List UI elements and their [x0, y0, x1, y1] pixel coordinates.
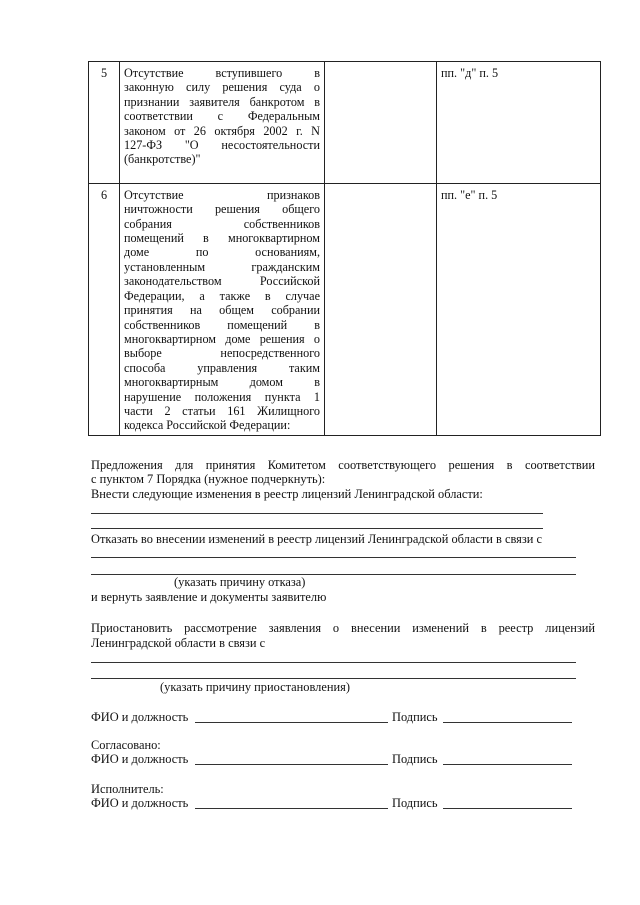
criterion-line: 127-ФЗ "О несостоятельности — [124, 138, 320, 153]
criterion-line: Отсутствие признаков — [124, 187, 320, 202]
fill-line[interactable] — [91, 574, 576, 575]
suspend-caption: (указать причину приостановления) — [160, 680, 350, 694]
criterion-line: установленным гражданским — [124, 259, 320, 274]
fio-field[interactable] — [195, 808, 388, 809]
sign-label: Подпись — [392, 752, 438, 766]
suspend-line-2: Ленинградской области в связи с — [91, 636, 266, 650]
criterion-line: соответствии с Федеральным — [124, 109, 320, 124]
table-row — [89, 62, 601, 184]
refuse-text: Отказать во внесении изменений в реестр лицензий Ленинградской области в связи с — [91, 532, 542, 546]
agreed-label: Согласовано: — [91, 738, 161, 752]
criterion-line: принятия на общем собрании — [124, 303, 320, 318]
fio-field[interactable] — [195, 764, 388, 765]
criterion-line: законом от 26 октября 2002 г. N — [124, 123, 320, 138]
fio-label: ФИО и должность — [91, 752, 189, 766]
reference-cell: пп. "д" п. 5 — [437, 62, 601, 184]
criterion-line: собственников помещений в — [124, 317, 320, 332]
proposal-line-1: Предложения для принятия Комитетом соответствующего решения в соответствии — [91, 458, 595, 472]
criterion-line: помещений в многоквартирном — [124, 231, 320, 246]
criterion-line: многоквартирным домом в — [124, 375, 320, 390]
return-text: и вернуть заявление и документы заявителю — [91, 590, 327, 604]
criterion-line: законную силу решения суда о — [124, 80, 320, 95]
fill-line[interactable] — [91, 678, 576, 679]
table-row — [89, 183, 601, 435]
criterion-line: доме по основаниям, — [124, 245, 320, 260]
sign-label: Подпись — [392, 710, 438, 724]
criteria-table — [88, 61, 601, 436]
suspend-line-1: Приостановить рассмотрение заявления о внесении изменений в реестр лицензий — [91, 621, 595, 635]
signature-row — [91, 710, 591, 726]
criterion-line: законодательством Российской — [124, 274, 320, 289]
criterion-line: способа управления таким — [124, 360, 320, 375]
empty-cell — [325, 62, 437, 184]
fio-field[interactable] — [195, 722, 388, 723]
fill-line[interactable] — [91, 662, 576, 663]
sign-label: Подпись — [392, 796, 438, 810]
proposal-line-2: с пунктом 7 Порядка (нужное подчеркнуть): — [91, 472, 326, 486]
fill-line[interactable] — [91, 557, 576, 558]
executor-label: Исполнитель: — [91, 782, 164, 796]
fio-label: ФИО и должность — [91, 710, 189, 724]
sign-field[interactable] — [443, 764, 572, 765]
criterion-line: нарушение положения пункта 1 — [124, 389, 320, 404]
sign-field[interactable] — [443, 722, 572, 723]
criterion-line: Отсутствие вступившего в — [124, 66, 320, 80]
criterion-line: ничтожности решения общего — [124, 202, 320, 217]
criterion-line: (банкротстве)" — [124, 152, 201, 167]
row-number: 5 — [89, 62, 120, 184]
criterion-line: многоквартирном доме решения о — [124, 331, 320, 346]
signature-row — [91, 752, 591, 768]
fio-label: ФИО и должность — [91, 796, 189, 810]
reference-cell: пп. "е" п. 5 — [437, 183, 601, 435]
proposal-line-3: Внести следующие изменения в реестр лицензий Ленинградской области: — [91, 487, 483, 501]
row-number: 6 — [89, 183, 120, 435]
criterion-line: части 2 статьи 161 Жилищного — [124, 403, 320, 418]
criterion-cell — [120, 62, 325, 184]
fill-line[interactable] — [91, 513, 543, 514]
fill-line[interactable] — [91, 528, 543, 529]
criterion-line: кодекса Российской Федерации: — [124, 418, 291, 433]
criterion-line: собрания собственников — [124, 216, 320, 231]
criterion-line: признании заявителя банкротом в — [124, 94, 320, 109]
criterion-cell — [120, 183, 325, 435]
empty-cell — [325, 183, 437, 435]
refuse-caption: (указать причину отказа) — [174, 575, 306, 589]
sign-field[interactable] — [443, 808, 572, 809]
signature-row — [91, 796, 591, 812]
criterion-line: Федерации, а также в случае — [124, 288, 320, 303]
criterion-line: выборе непосредственного — [124, 346, 320, 361]
